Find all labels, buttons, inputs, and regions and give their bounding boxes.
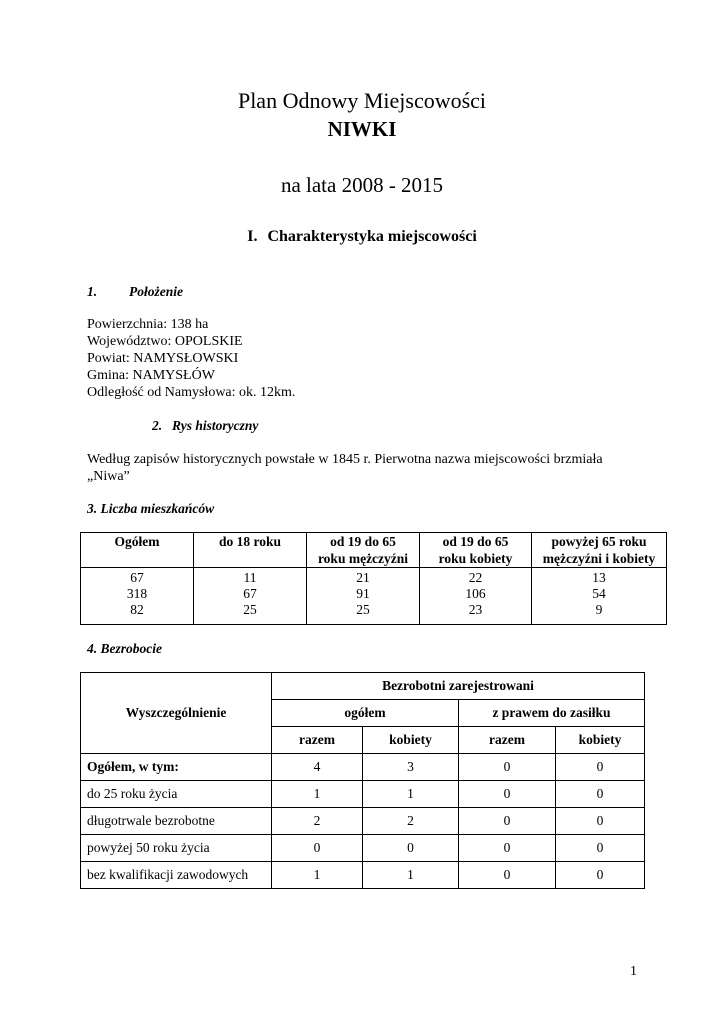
location-line: Województwo: OPOLSKIE: [87, 334, 243, 349]
cell: 0: [556, 862, 645, 889]
population-cell: 22 106 23: [420, 568, 532, 625]
location-line: Powiat: NAMYSŁOWSKI: [87, 351, 239, 366]
history-number: 2.: [152, 418, 163, 433]
history-label: Rys historyczny: [172, 418, 259, 433]
population-header-cell: Ogółem: [81, 533, 194, 568]
unemployment-main-header: Wyszczególnienie: [81, 673, 272, 754]
row-label: bez kwalifikacji zawodowych: [81, 862, 272, 889]
unemployment-total-header: ogółem: [272, 700, 459, 727]
section-heading: [0, 228, 724, 246]
population-header-cell: do 18 roku: [194, 533, 307, 568]
column-kobiety: kobiety: [556, 727, 645, 754]
population-cell: 67 318 82: [81, 568, 194, 625]
cell: 3: [363, 754, 459, 781]
page-number: 1: [630, 964, 637, 979]
row-label: Ogółem, w tym:: [81, 754, 272, 781]
population-table: [80, 532, 667, 625]
location-details: [87, 316, 295, 401]
cell: 0: [363, 835, 459, 862]
location-line: Odległość od Namysłowa: ok. 12km.: [87, 385, 296, 400]
cell: 1: [363, 862, 459, 889]
cell: 0: [272, 835, 363, 862]
population-heading: 3. Liczba mieszkańców: [87, 501, 215, 516]
cell: 1: [272, 781, 363, 808]
cell: 0: [556, 835, 645, 862]
unemployment-header-row: [81, 673, 645, 700]
unemployment-table: [80, 672, 645, 889]
cell: 4: [272, 754, 363, 781]
unemployment-benefit-header: z prawem do zasiłku: [459, 700, 645, 727]
population-cell: 11 67 25: [194, 568, 307, 625]
history-line: Według zapisów historycznych powstałe w 1845 r. Pierwotna nazwa miejscowości brzmiała: [87, 452, 603, 467]
location-line: Powierzchnia: 138 ha: [87, 317, 209, 332]
document-subtitle: na lata 2008 - 2015: [280, 173, 444, 197]
cell: 2: [272, 808, 363, 835]
cell: 0: [459, 835, 556, 862]
cell: 1: [272, 862, 363, 889]
population-data-row: [81, 568, 667, 625]
unemployment-heading: 4. Bezrobocie: [87, 641, 162, 656]
column-kobiety: kobiety: [363, 727, 459, 754]
document-title: Plan Odnowy Miejscowości: [237, 88, 487, 113]
population-header-row: [81, 533, 667, 568]
section-label: Charakterystyka miejscowości: [267, 228, 477, 245]
cell: 0: [459, 781, 556, 808]
cell: 0: [459, 862, 556, 889]
section-number: I.: [247, 228, 258, 245]
history-text: [87, 451, 603, 485]
row-label: długotrwale bezrobotne: [81, 808, 272, 835]
unemployment-group-header: Bezrobotni zarejestrowani: [272, 673, 645, 700]
table-row: [81, 835, 645, 862]
cell: 0: [459, 754, 556, 781]
population-cell: 21 91 25: [307, 568, 420, 625]
cell: 0: [556, 754, 645, 781]
population-header-cell: od 19 do 65 roku mężczyźni: [307, 533, 420, 568]
table-row: [81, 754, 645, 781]
cell: 0: [556, 808, 645, 835]
table-row: [81, 781, 645, 808]
cell: 0: [459, 808, 556, 835]
table-row: [81, 862, 645, 889]
location-line: Gmina: NAMYSŁÓW: [87, 368, 215, 383]
row-label: do 25 roku życia: [81, 781, 272, 808]
history-heading: [152, 418, 258, 434]
location-heading: [87, 284, 183, 300]
location-label: Położenie: [129, 284, 183, 299]
cell: 2: [363, 808, 459, 835]
table-row: [81, 808, 645, 835]
population-header-cell: powyżej 65 roku mężczyźni i kobiety: [532, 533, 667, 568]
column-razem: razem: [272, 727, 363, 754]
location-number: 1.: [87, 284, 98, 299]
row-label: powyżej 50 roku życia: [81, 835, 272, 862]
column-razem: razem: [459, 727, 556, 754]
cell: 1: [363, 781, 459, 808]
history-line: „Niwa”: [87, 469, 130, 484]
population-cell: 13 54 9: [532, 568, 667, 625]
village-name: NIWKI: [327, 117, 397, 141]
population-header-cell: od 19 do 65 roku kobiety: [420, 533, 532, 568]
cell: 0: [556, 781, 645, 808]
